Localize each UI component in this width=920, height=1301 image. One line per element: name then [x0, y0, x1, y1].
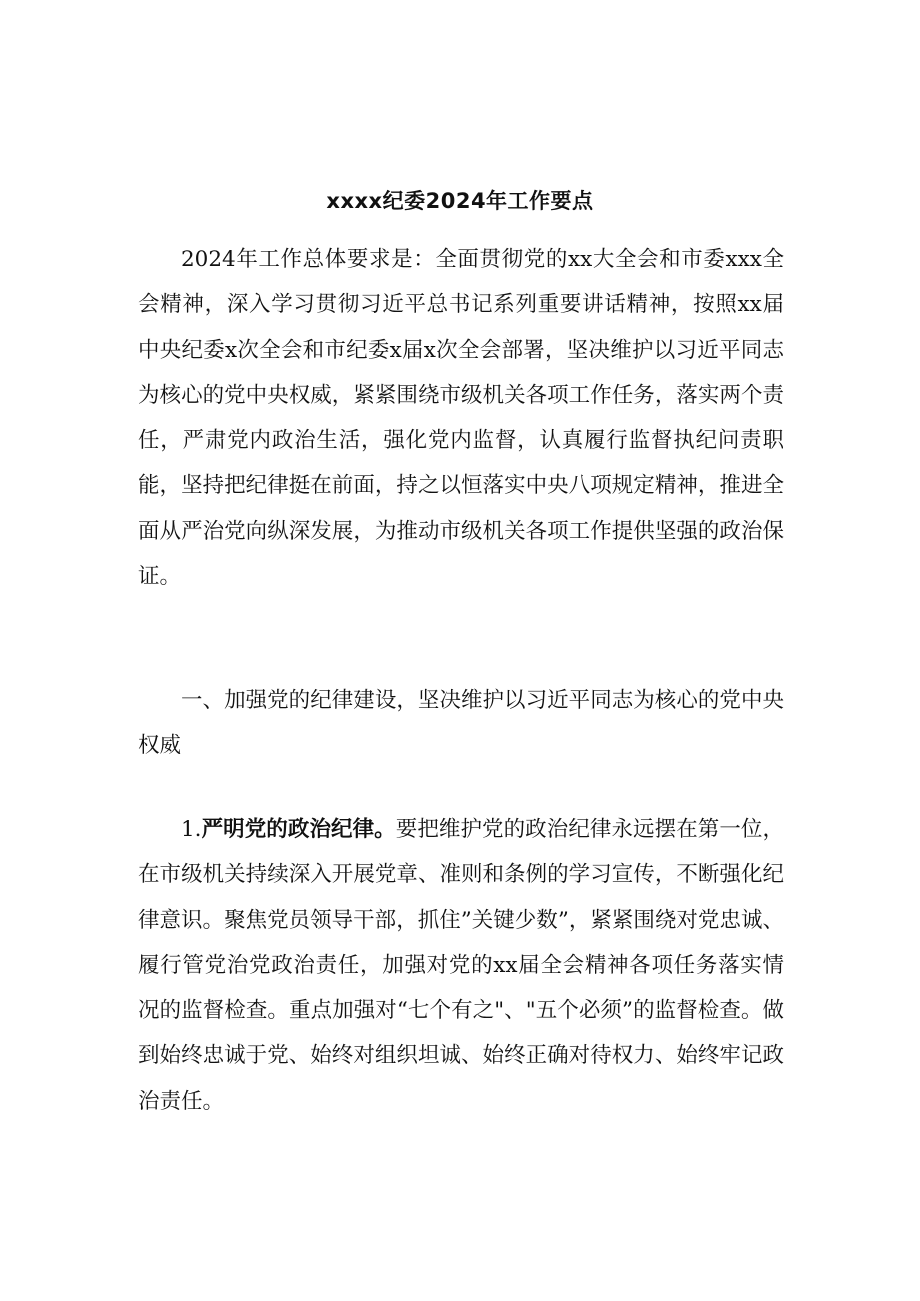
section-1-heading: 一、加强党的纪律建设，坚决维护以习近平同志为核心的党中央权威: [138, 688, 784, 759]
item-1-paragraph: [138, 807, 784, 1124]
intro-paragraph: 2024年工作总体要求是：全面贯彻党的xx大全会和市委xxx全会精神，深入学习贯彻习近平总书记系列重要讲话精神，按照xx届中央纪委x次全会和市纪委x届x次全会部署，坚决维护以习近平同志为核心的党中央权威，紧紧围绕市级机关各项工作任务，落实两个责任，严肃党内政治生活，强化党内监督，认真履行监督执纪问责职能，坚持把纪律挺在前面，持之以恒落实中央八项规定精神，推进全面从严治党向纵深发展，为推动市级机关各项工作提供坚强的政治保证。: [138, 247, 784, 590]
document-title: xxxx纪委2024年工作要点: [326, 189, 594, 213]
item-1-number: 1.: [181, 817, 202, 842]
item-1-body: 要把维护党的政治纪律永远摆在第一位，在市级机关持续深入开展党章、准则和条例的学习宣传，不断强化纪律意识。聚焦党员领导干部，抓住”关键少数”，紧紧围绕对党忠诚、履行管党治党政治责任，加强对党的xx届全会精神各项任务落实情况的监督检查。重点加强对“七个有之"、"五个必须”的监督检查。做到始终忠诚于党、始终对组织坦诚、始终正确对待权力、始终牢记政治责任。: [138, 817, 784, 1114]
item-1-lead: 严明党的政治纪律。: [201, 817, 396, 842]
